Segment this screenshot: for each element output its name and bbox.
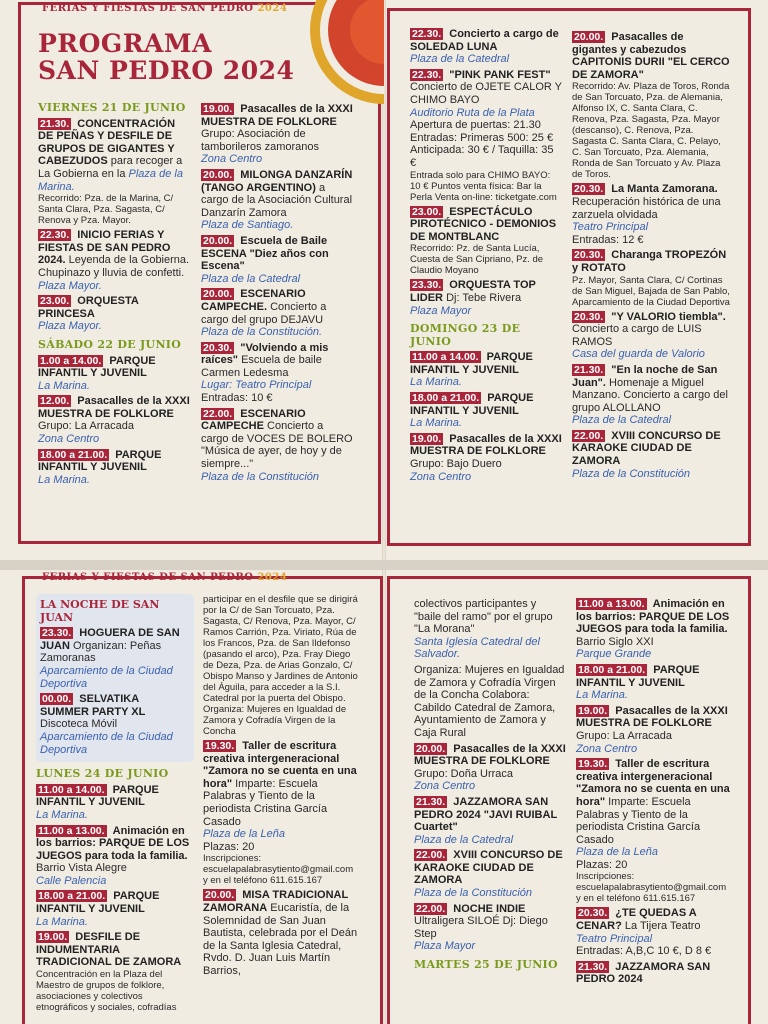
event-title: PARQUE INFANTIL Y JUVENIL	[38, 448, 162, 474]
day-heading: SÁBADO 22 DE JUNIO	[38, 337, 182, 351]
event-location: La Marina.	[38, 473, 90, 486]
event-item	[572, 249, 730, 307]
event-title: Animación en los barrios: PARQUE DE LOS JUEGOS para toda la familia.	[576, 598, 730, 636]
event-time: 22.30.	[412, 68, 442, 81]
event-time: 20.30.	[574, 310, 604, 323]
event-title: ESPECTÁCULO PIROTÉCNICO - DEMONIOS DE MONTBLANC	[410, 205, 557, 243]
event-text: Organiza: Mujeres en Igualdad de Zamora y Cofradía Virgen de la Concha Colabora: Cabildo Catedral de Zamora, Ayuntamiento de Zamora y Caja Rural	[414, 663, 565, 739]
event-time: 18.00 a 21.00.	[38, 890, 106, 903]
event-title: Pasacalles de la XXXI MUESTRA DE FOLKLORE	[38, 395, 190, 420]
event-time: 22.30.	[40, 229, 70, 242]
event-time: 1.00 a 14.00.	[40, 354, 102, 367]
event-item	[38, 355, 193, 393]
event-item	[38, 295, 193, 333]
event-time: 22.30.	[412, 28, 442, 40]
event-time: 22.00.	[203, 407, 233, 420]
event-location: Teatro Principal	[572, 221, 649, 234]
event-item	[410, 433, 562, 483]
event-item	[572, 430, 730, 480]
event-location: Plaza Mayor.	[38, 279, 102, 292]
event-extra: Apertura de puertas: 21.30 Entradas: Primeras 500: 25 € Anticipada: 30 € / Taquilla: 35 €	[410, 119, 554, 169]
event-location: Plaza de la Constitución	[201, 470, 320, 483]
event-text: para recoger a La Gobierna en la	[38, 155, 183, 180]
header-label: FERIAS Y FIESTAS DE SAN PEDRO	[42, 572, 254, 583]
event-location: Casa del guarda de Valorio	[572, 348, 705, 361]
event-item	[201, 342, 353, 405]
event-item	[36, 784, 194, 822]
event-extra: Entradas: 12 €	[572, 233, 644, 246]
event-location: La Marina.	[38, 379, 90, 392]
event-time: 18.00 a 21.00.	[412, 392, 480, 405]
event-location: Zona Centro	[414, 780, 476, 793]
event-text: Imparte: Escuela Palabras y Tiento de la periodista Cristina García Casado	[203, 777, 328, 828]
title-line2: SAN PEDRO 2024	[38, 56, 295, 85]
event-item	[201, 169, 353, 232]
event-time: 20.00.	[205, 889, 235, 902]
event-item	[414, 849, 566, 899]
event-time: 21.30.	[574, 363, 604, 376]
event-item	[414, 796, 566, 846]
event-title: PARQUE INFANTIL Y JUVENIL	[410, 392, 534, 417]
event-title: ¿TE QUEDAS A CENAR?	[576, 907, 697, 933]
event-small-print: Inscripciones: escuelapalabrasytiento@gmail.com y en el teléfono 611.615.167	[576, 871, 727, 905]
event-text: Concierto a cargo del grupo DEJAVU	[201, 300, 327, 326]
event-title: Escuela de Baile ESCENA "Diez años con Escena"	[201, 234, 329, 273]
event-location: Parque Grande	[576, 648, 652, 661]
event-item	[410, 28, 562, 66]
event-time: 21.30.	[578, 960, 608, 973]
event-text: Grupo: La Arracada	[576, 729, 673, 742]
event-title: MISA TRADICIONAL ZAMORANA	[203, 889, 348, 914]
event-time: 22.00.	[416, 849, 446, 862]
event-item	[201, 103, 353, 166]
event-item	[576, 907, 730, 957]
event-title: ESCENARIO CAMPECHE.	[201, 288, 306, 313]
event-extra: Plazas: 20	[203, 840, 255, 853]
event-time: 00.00.	[42, 693, 72, 706]
event-item	[576, 961, 730, 986]
event-title: DESFILE DE INDUMENTARIA TRADICIONAL DE ZAMORA	[36, 931, 182, 969]
event-location: Plaza de la Catedral	[572, 414, 672, 427]
page-title	[38, 30, 294, 84]
event-time: 11.00 a 14.00.	[38, 783, 105, 796]
event-location: Zona Centro	[576, 742, 638, 755]
event-text: Escuela de baile Carmen Ledesma	[201, 354, 322, 379]
event-item	[576, 705, 730, 755]
sun-decoration-icon	[302, 0, 384, 104]
event-time: 20.30.	[574, 183, 604, 196]
event-time: 19.30.	[578, 758, 608, 771]
event-location: Aparcamiento de la Ciudad Deportiva	[40, 664, 173, 690]
event-title: XVIII CONCURSO DE KARAOKE CIUDAD DE ZAMORA	[572, 429, 721, 468]
event-item	[410, 69, 562, 203]
event-item	[576, 664, 730, 702]
column-viernes-sabado	[38, 96, 193, 489]
event-time: 20.30.	[203, 341, 233, 354]
event-time: 12.00.	[40, 395, 70, 408]
column-lunes-noche	[414, 598, 566, 975]
event-text: Dj: Tebe Rivera	[446, 291, 522, 304]
event-item	[414, 598, 566, 661]
event-item	[38, 395, 193, 445]
event-location: Plaza Mayor.	[38, 320, 102, 333]
column-sabado-tarde	[201, 103, 353, 486]
event-title: Concierto a cargo de SOLEDAD LUNA	[410, 28, 559, 53]
title-line1: PROGRAMA	[38, 29, 212, 58]
header-year: 2024	[257, 572, 288, 583]
event-text: Imparte: Escuela Palabras y Tiento de la periodista Cristina García Casado	[576, 795, 701, 846]
day-heading: DOMINGO 23 DE JUNIO	[410, 322, 521, 348]
event-title: PARQUE INFANTIL Y JUVENIL	[576, 663, 700, 689]
event-item	[203, 740, 359, 886]
event-title: Pasacalles de la XXXI MUESTRA DE FOLKLORE	[410, 432, 562, 458]
event-item	[203, 594, 359, 737]
event-title: "PINK PANK FEST"	[449, 68, 551, 81]
event-location: Zona Centro	[201, 153, 263, 166]
noche-items	[40, 627, 190, 756]
event-title: XVIII CONCURSO DE KARAOKE CIUDAD DE ZAMORA	[414, 849, 563, 887]
event-text: Concierto a cargo de LUIS RAMOS	[572, 323, 702, 348]
event-time: 23.30.	[42, 627, 72, 640]
event-time: 21.30.	[416, 795, 446, 808]
event-location: Plaza de la Marina.	[38, 167, 183, 193]
event-time: 20.00.	[203, 168, 233, 181]
event-time: 20.00.	[203, 234, 233, 247]
event-time: 23.00.	[40, 295, 70, 308]
event-location: Plaza de la Constitución	[414, 887, 533, 900]
event-text: colectivos participantes y "baile del ramo" por el grupo "La Morana"	[414, 598, 553, 636]
event-time: 18.00 a 21.00.	[40, 448, 108, 461]
event-item	[572, 31, 730, 180]
column-lunes	[36, 594, 194, 1016]
event-time: 23.30.	[412, 279, 442, 292]
event-time: 22.00.	[416, 902, 446, 915]
event-text: Grupo: Doña Urraca	[414, 767, 514, 780]
event-item	[36, 825, 194, 888]
event-item	[576, 598, 730, 661]
event-text: La Tijera Teatro	[624, 920, 701, 933]
event-title: Taller de escritura creativa intergeneracional "Zamora no se cuenta en una hora"	[576, 758, 730, 808]
noche-san-juan-box	[36, 594, 194, 762]
event-item	[572, 311, 730, 361]
event-text: Homenaje a Miguel Manzano. Concierto a cargo del grupo ALOLLANO	[572, 376, 728, 414]
event-location: Teatro Principal	[576, 932, 653, 945]
event-item	[36, 890, 194, 928]
event-title: MILONGA DANZARÍN (TANGO ARGENTINO)	[201, 168, 353, 194]
event-item	[38, 118, 193, 227]
event-item	[410, 206, 562, 277]
event-item	[410, 279, 562, 317]
event-small-print: Recorrido: Pz. de Santa Lucía, Cuesta de San Cipriano, Pz. de Claudio Moyano	[410, 243, 544, 277]
event-title: Pasacalles de la XXXI MUESTRA DE FOLKLORE	[201, 103, 353, 128]
event-location: Plaza de la Constitución	[572, 467, 691, 480]
header-label: FERIAS Y FIESTAS DE SAN PEDRO	[42, 3, 254, 14]
event-time: 22.00.	[574, 429, 604, 442]
event-location: Santa Iglesia Catedral del Salvador.	[414, 635, 540, 661]
event-title: Animación en los barrios: PARQUE DE LOS JUEGOS para toda la familia.	[36, 824, 190, 862]
event-location: Plaza Mayor	[414, 940, 476, 953]
event-text: Barrio Vista Alegre	[36, 862, 127, 875]
event-title: "En la noche de San Juan".	[572, 363, 718, 389]
event-location: La Marina.	[576, 689, 628, 702]
event-time: 11.00 a 13.00.	[578, 598, 645, 610]
event-item	[410, 351, 562, 389]
day-heading: LUNES 24 DE JUNIO	[36, 767, 169, 781]
event-location: Plaza Mayor	[410, 304, 472, 317]
event-title: La Manta Zamorana.	[611, 183, 718, 196]
event-location: La Marina.	[410, 376, 462, 389]
event-title: "Volviendo a mis raíces"	[201, 341, 329, 367]
event-item	[201, 408, 353, 484]
event-location: Plaza de la Catedral	[201, 272, 301, 285]
event-text: Ultraligera SILOÉ Dj: Diego Step	[414, 915, 548, 940]
day-heading: MARTES 25 DE JUNIO	[414, 958, 558, 972]
event-title: JAZZAMORA SAN PEDRO 2024	[576, 960, 711, 986]
event-text: Concierto a cargo de VOCES DE BOLERO "Música de ayer, de hoy y de siempre..."	[201, 420, 353, 471]
event-time: 11.00 a 13.00.	[38, 824, 105, 837]
lunes-events	[36, 768, 194, 1013]
event-item	[201, 288, 353, 338]
event-item	[201, 235, 353, 285]
event-time: 18.00 a 21.00.	[578, 663, 646, 676]
event-time: 20.00.	[203, 288, 233, 301]
event-title: PARQUE INFANTIL Y JUVENIL	[410, 351, 533, 376]
noche-title: LA NOCHE DE SAN JUAN	[40, 598, 160, 624]
event-item	[414, 743, 566, 793]
event-title: ESCENARIO CAMPECHE	[201, 407, 306, 433]
event-text: Barrio Siglo XXI	[576, 635, 654, 648]
event-item	[40, 693, 190, 756]
event-title: HOGUERA DE SAN JUAN	[40, 627, 180, 652]
event-time: 19.00.	[38, 931, 68, 944]
event-title: PARQUE INFANTIL Y JUVENIL	[36, 783, 159, 809]
page-header	[42, 572, 287, 583]
event-location: Calle Palencia	[36, 874, 107, 887]
event-extra: Entradas: A,B,C 10 €, D 8 €	[576, 945, 712, 958]
event-time: 20.30.	[574, 249, 604, 262]
event-item	[38, 229, 193, 292]
column-sabado-noche	[410, 28, 562, 486]
bottom-spread	[0, 570, 768, 1024]
event-item	[410, 392, 562, 430]
event-location: La Marina.	[36, 808, 88, 821]
column-domingo	[572, 31, 730, 483]
event-location: Plaza de la Leña	[576, 846, 658, 859]
event-time: 19.00.	[578, 704, 608, 717]
event-item	[572, 183, 730, 246]
event-title: ORQUESTA TOP LIDER	[410, 279, 536, 304]
event-title: Charanga TROPEZÓN y ROTATO	[572, 249, 727, 274]
event-time: 19.00.	[203, 103, 233, 115]
event-text: Concierto de OJETE CALOR Y CHIMO BAYO	[410, 81, 562, 106]
event-location: Aparcamiento de la Ciudad Deportiva	[40, 730, 173, 756]
page-header	[42, 3, 287, 14]
event-time: 20.00.	[416, 742, 446, 755]
event-time: 19.30.	[205, 740, 235, 752]
event-text: Grupo: La Arracada	[38, 420, 135, 433]
event-title: PARQUE INFANTIL Y JUVENIL	[36, 890, 160, 916]
event-small-print: Concentración en la Plaza del Maestro de grupos de folklore, asociaciones y colectivos etnográficos y sociales, cofradías	[36, 969, 177, 1014]
event-location: Plaza de la Catedral	[410, 53, 510, 66]
event-title: Pasacalles de la XXXI MUESTRA DE FOLKLORE	[414, 742, 566, 768]
event-text: a cargo de la Asociación Cultural Danzarín Zamora	[201, 181, 353, 219]
event-text: Organizan: Peñas Zamoranas	[40, 639, 162, 665]
event-item	[40, 627, 190, 690]
column-martes	[576, 598, 730, 989]
event-title: ORQUESTA PRINCESA	[38, 295, 139, 320]
event-text: Leyenda de la Gobierna. Chupinazo y lluvia de confetti.	[38, 254, 190, 279]
event-text: Grupo: Asociación de tamborileros zamoranos	[201, 128, 319, 153]
event-text: Recuperación histórica de una zarzuela olvidada	[572, 195, 721, 221]
event-small-print: Recorrido: Av. Plaza de Toros, Ronda de San Torcuato, Pza. de Alemania, Alfonso IX, C. Santa Clara, C. Renova, Pza. Sagasta, Pza. Mayor (descanso), C. Renova, Pza. Sagasta C. Santa Clara, C. Pelayo, C. San Torcuato, Pza. Alemania, Ronda de San Torcuato y Av. Plaza de Toros.	[572, 81, 730, 181]
event-item	[576, 758, 730, 904]
event-location: Plaza de la Catedral	[414, 833, 514, 846]
event-location: Lugar: Teatro Principal	[201, 379, 312, 392]
event-time: 11.00 a 14.00.	[412, 351, 479, 364]
header-year: 2024	[257, 3, 288, 14]
event-time: 20.30.	[578, 907, 608, 920]
event-small-print: Inscripciones: escuelapalabrasytiento@gmail.com y en el teléfono 611.615.167	[203, 853, 354, 887]
event-title: SELVATIKA SUMMER PARTY XL	[40, 693, 146, 718]
event-title: INICIO FERIAS Y FIESTAS DE SAN PEDRO 2024.	[38, 229, 171, 267]
event-time: 19.00.	[412, 432, 442, 445]
event-small-print: Entrada solo para CHIMO BAYO: 10 € Puntos venta física: Bar la Perla Venta on-line: ticketgate.com	[410, 169, 557, 203]
event-location: Plaza de Santiago.	[201, 219, 294, 232]
event-item	[572, 364, 730, 427]
event-time: 21.30.	[40, 117, 70, 130]
day-heading: VIERNES 21 DE JUNIO	[38, 101, 186, 114]
event-location: Auditorio Ruta de la Plata	[410, 106, 535, 119]
event-title: NOCHE INDIE	[453, 902, 526, 915]
event-item	[414, 903, 566, 953]
event-title: CONCENTRACIÓN DE PEÑAS Y DESFILE DE GRUPOS DE GIGANTES Y CABEZUDOS	[38, 117, 176, 168]
event-location: Plaza de la Leña	[203, 828, 285, 841]
event-title: PARQUE INFANTIL Y JUVENIL	[38, 354, 156, 380]
event-location: La Marina.	[410, 417, 462, 430]
event-location: Zona Centro	[38, 433, 100, 446]
event-small-print: participar en el desfile que se dirigirá por la C/ de San Torcuato, Pza. Sagasta, C/ Renova, Pza. Mayor, C/ Ramos Carrión, Pza. Viriato, Rúa de los Francos, Pza. de San Ildefonso (pasando el arco), Pza. Fray Diego de Deza, Pza. de Arias Gonzalo, C/ Obispo Manso y Jardines de Antonio del Águila, para acceder a la S.I. Catedral por la puerta del Obispo. Organiza: Mujeres en Igualdad de Zamora y Cofradía Virgen de la Concha	[203, 594, 358, 737]
event-text: Discoteca Móvil	[40, 718, 118, 731]
event-location: Plaza de la Constitución.	[201, 326, 323, 339]
event-item	[38, 449, 193, 487]
event-title: JAZZAMORA SAN PEDRO 2024 "JAVI RUIBAL Cuartet"	[414, 795, 557, 834]
event-title: Pasacalles de la XXXI MUESTRA DE FOLKLORE	[576, 704, 728, 730]
event-text: Grupo: Bajo Duero	[410, 458, 502, 471]
event-location: Zona Centro	[410, 470, 472, 483]
event-time: 20.00.	[574, 31, 604, 43]
event-title: Taller de escritura creativa intergeneracional "Zamora no se cuenta en una hora"	[203, 740, 357, 790]
event-location: La Marina.	[36, 915, 88, 928]
event-extra: Entradas: 10 €	[201, 392, 273, 405]
event-time: 23.00.	[412, 205, 442, 218]
event-title: "Y VALORIO tiembla".	[611, 310, 726, 323]
event-extra: Plazas: 20	[576, 858, 628, 871]
event-item	[414, 664, 566, 740]
event-text: Eucaristía, de la Solemnidad de San Juan Bautista, celebrada por el Deán de la Santa Iglesia Catedral, Rvdo. D. Juan Luis Martín Barrios,	[203, 901, 358, 977]
event-title: Pasacalles de gigantes y cabezudos CAPITONIS DURII "EL CERCO DE ZAMORA"	[572, 31, 730, 81]
event-small-print: Recorrido: Pza. de la Marina, C/ Santa Clara, Pza. Sagasta, C/ Renova y Pza. Mayor.	[38, 193, 174, 227]
column-lunes-tarde	[203, 594, 359, 981]
event-item	[36, 931, 194, 1013]
event-small-print: Pz. Mayor, Santa Clara, C/ Cortinas de San Miguel, Bajada de San Pablo, Aparcamiento de la Ciudad Deportiva	[572, 274, 730, 308]
event-item	[203, 889, 359, 977]
